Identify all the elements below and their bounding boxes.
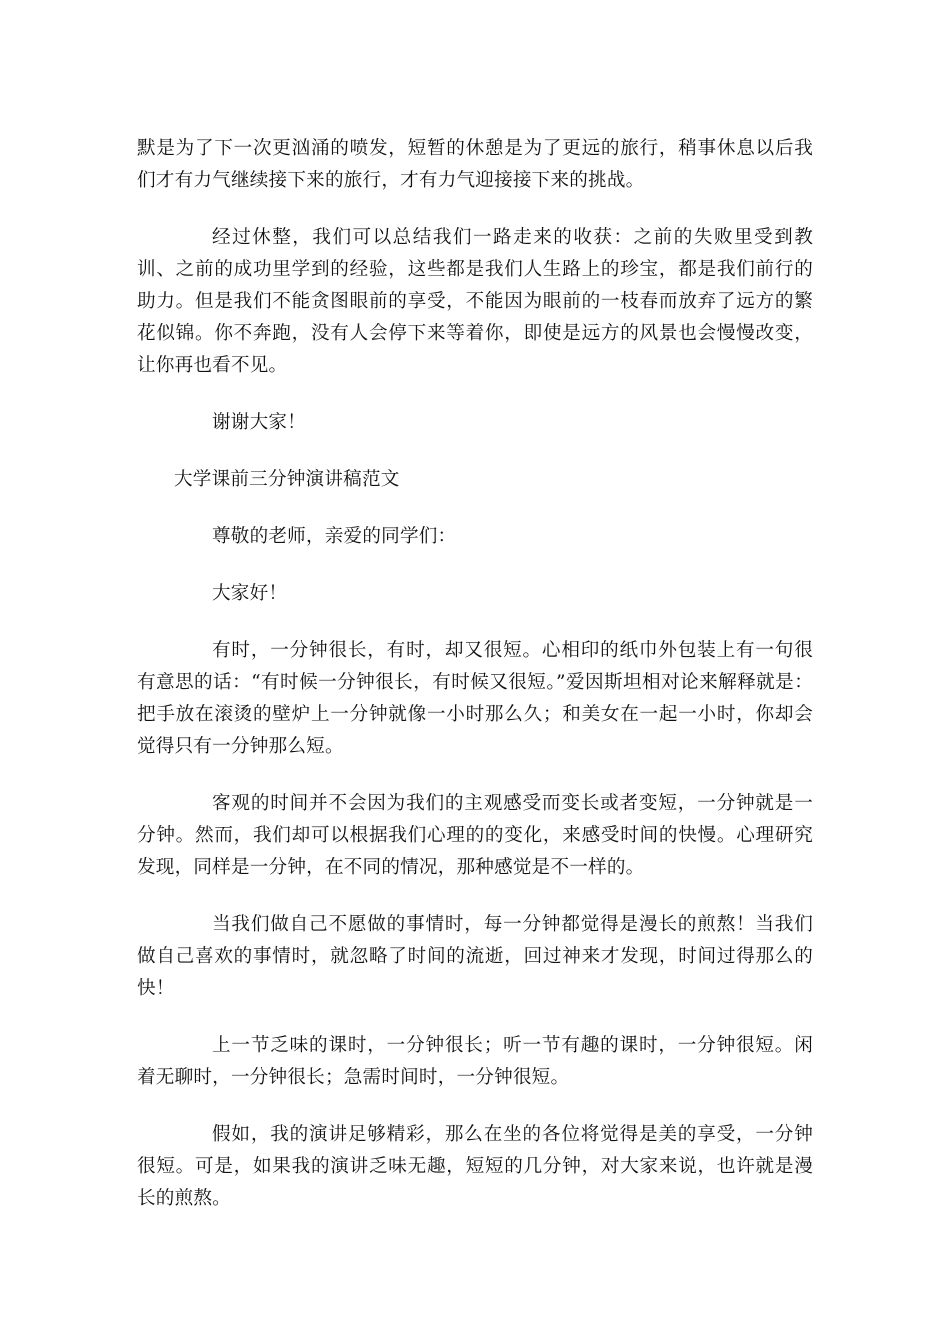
paragraph-feelings: 当我们做自己不愿做的事情时，每一分钟都觉得是漫长的煎熬！当我们做自己喜欢的事情时，就忽略了时间的流逝，回过神来才发现，时间过得那么的快！ bbox=[137, 914, 813, 999]
paragraph-one-minute: 有时，一分钟很长，有时，却又很短。心相印的纸巾外包装上有一句很有意思的话：“有时候一分钟很长，有时候又很短。”爱因斯坦相对论来解释就是：把手放在滚烫的壁炉上一分钟就像一小时那么久；和美女在一起一小时，你却会觉得只有一分钟那么短。 bbox=[137, 640, 813, 757]
paragraph-summary: 经过休整，我们可以总结我们一路走来的收获：之前的失败里受到教训、之前的成功里学到的经验，这些都是我们人生路上的珍宝，都是我们前行的助力。但是我们不能贪图眼前的享受，不能因为眼前的一枝春而放弃了远方的繁花似锦。你不奔跑，没有人会停下来等着你，即使是远方的风景也会慢慢改变，让你再也看不见。 bbox=[137, 227, 813, 376]
document-body bbox=[137, 133, 813, 1215]
paragraph-thanks: 谢谢大家！ bbox=[212, 412, 306, 433]
paragraph-continuation: 默是为了下一次更汹涌的喷发，短暂的休憩是为了更远的旅行，稍事休息以后我们才有力气继续接下来的旅行，才有力气迎接接下来的挑战。 bbox=[137, 138, 813, 191]
paragraph-speech: 假如，我的演讲足够精彩，那么在坐的各位将觉得是美的享受，一分钟很短。可是，如果我的演讲乏味无趣，短短的几分钟，对大家来说，也许就是漫长的煎熬。 bbox=[137, 1124, 813, 1209]
section-title: 大学课前三分钟演讲稿范文 bbox=[174, 469, 400, 490]
greeting: 大家好！ bbox=[212, 583, 288, 604]
paragraph-objective-time: 客观的时间并不会因为我们的主观感受而变长或者变短，一分钟就是一分钟。然而，我们却可以根据我们心理的的变化，来感受时间的快慢。心理研究发现，同样是一分钟，在不同的情况，那种感觉是不一样的。 bbox=[137, 793, 813, 878]
paragraph-class-time: 上一节乏味的课时，一分钟很长；听一节有趣的课时，一分钟很短。闲着无聊时，一分钟很长；急需时间时，一分钟很短。 bbox=[137, 1035, 813, 1088]
salutation: 尊敬的老师，亲爱的同学们： bbox=[212, 526, 457, 547]
